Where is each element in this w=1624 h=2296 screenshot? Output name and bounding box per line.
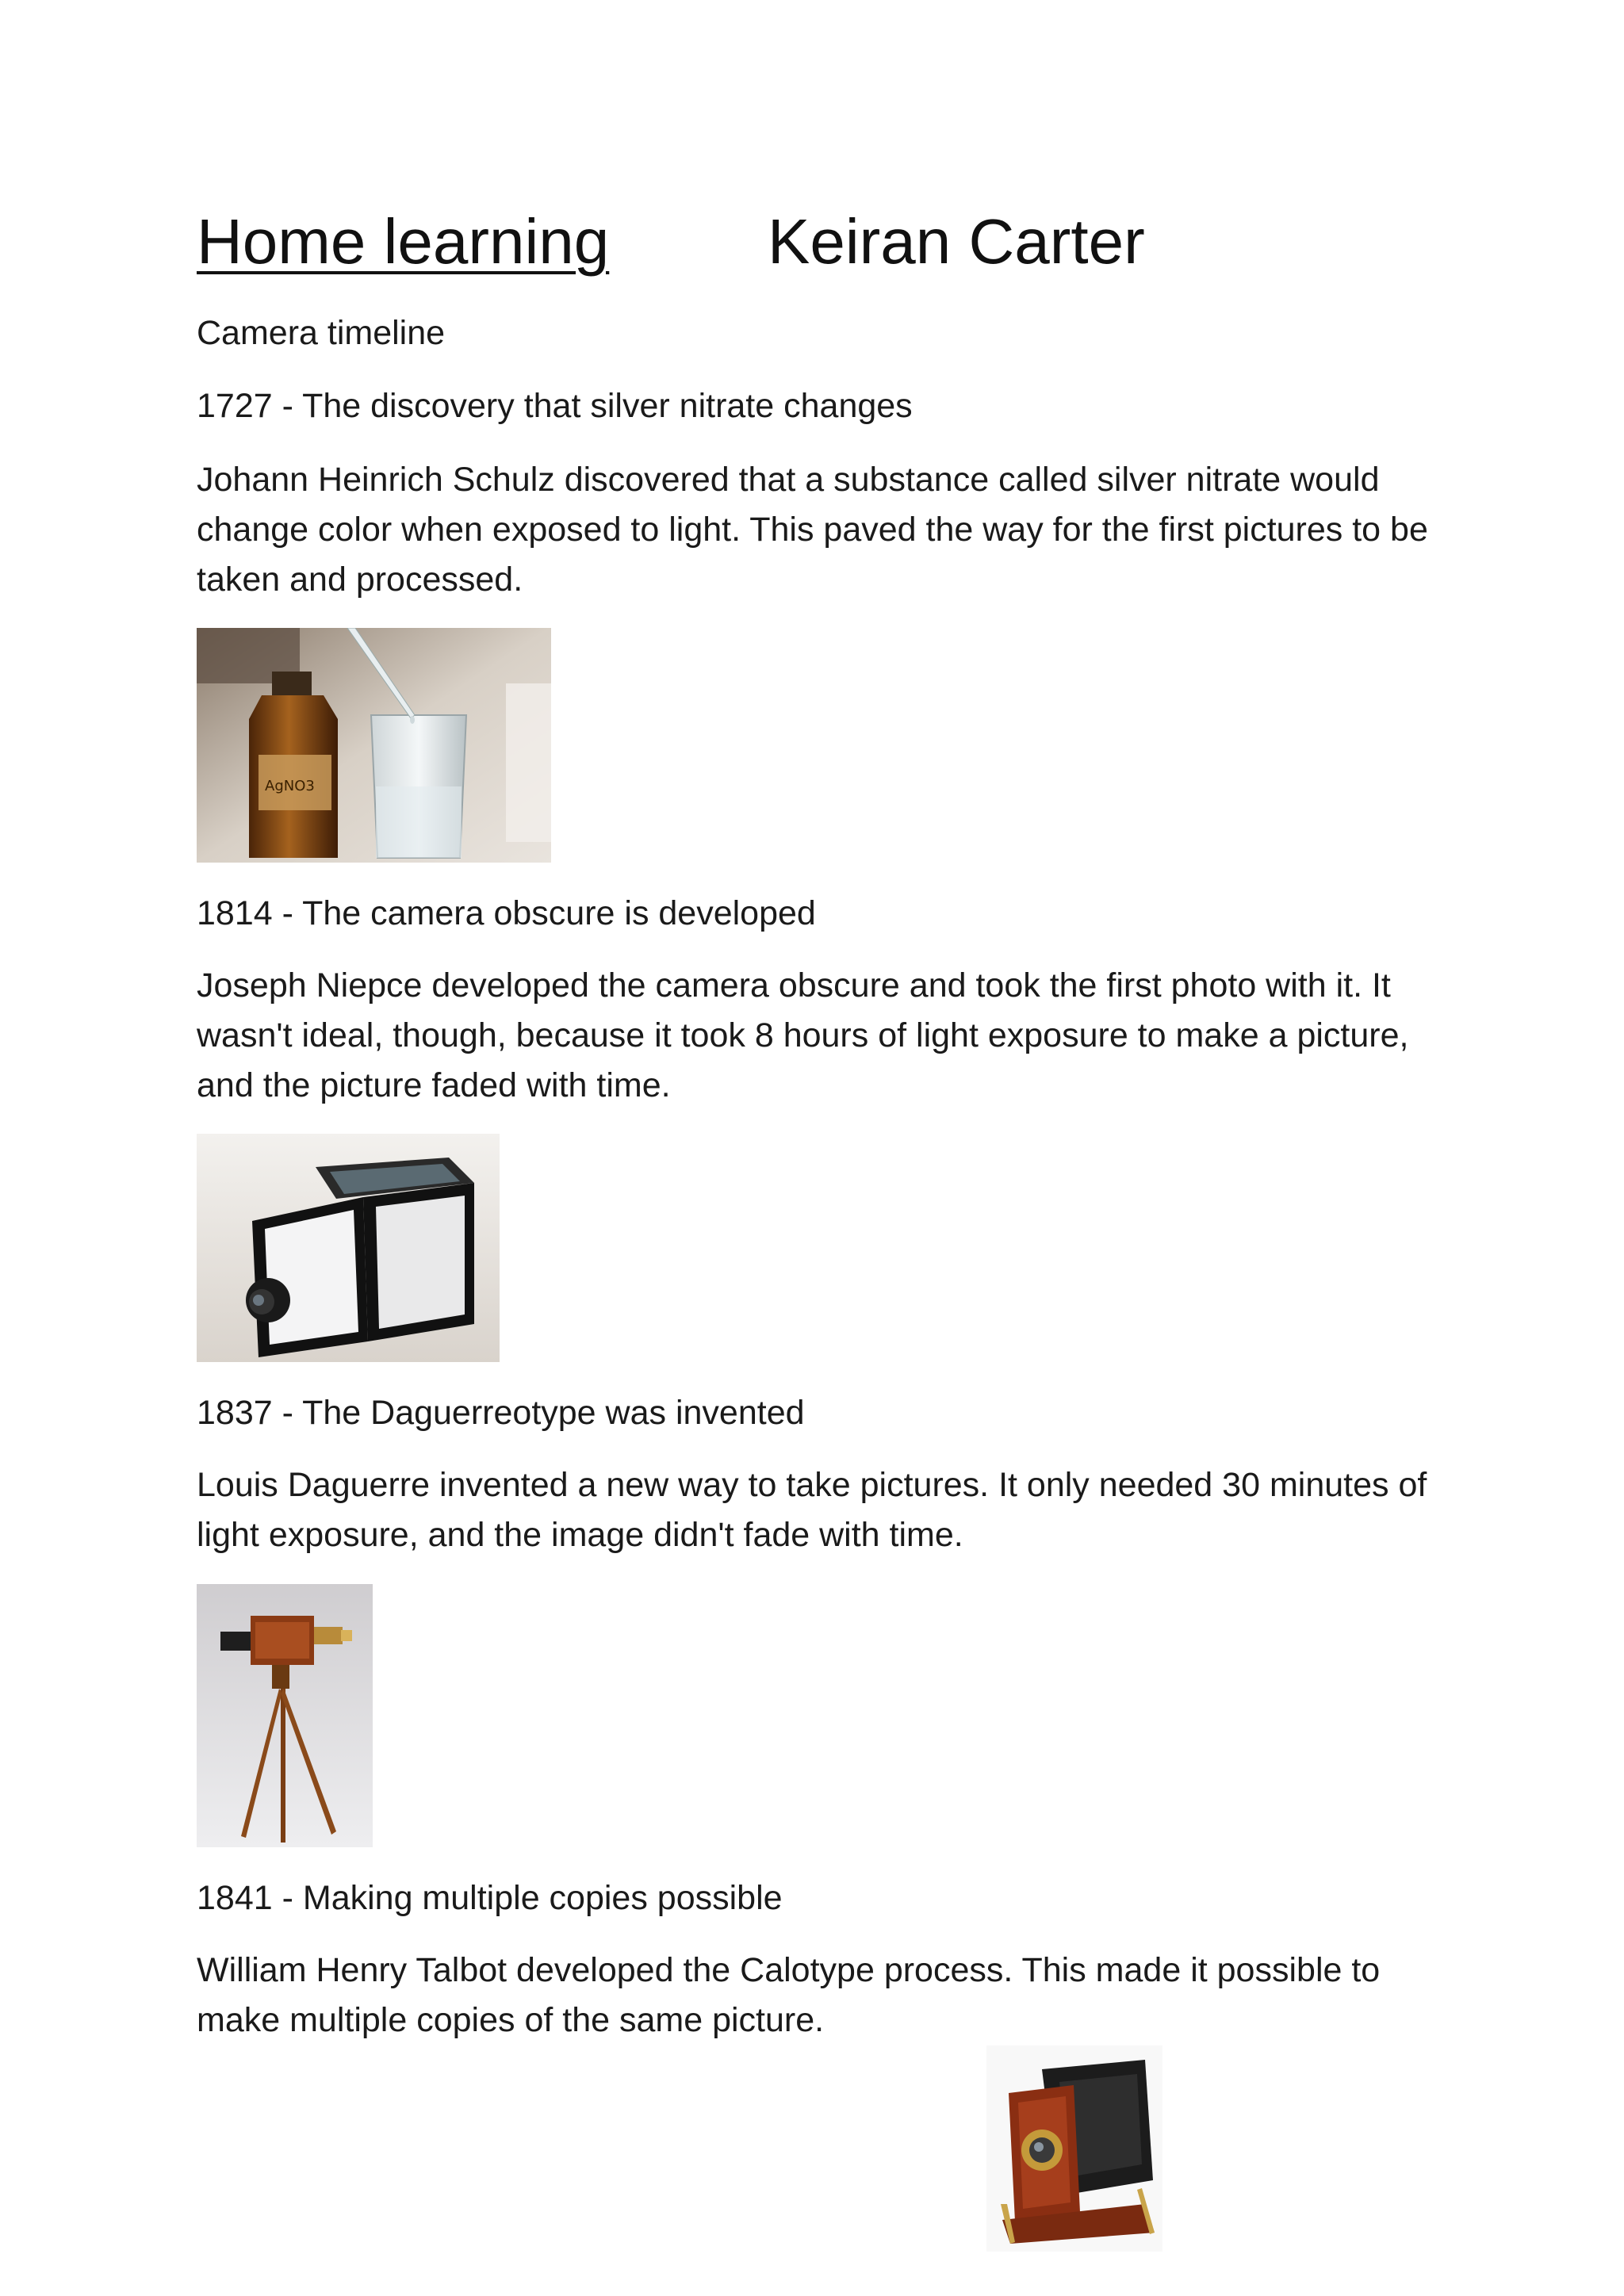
entry-body-1841: William Henry Talbot developed the Calotype process. This made it possible to make multiple copies of the same picture.: [197, 1951, 1381, 2039]
entry-heading-1814: 1814 - The camera obscure is developed: [197, 894, 816, 932]
document-author: Keiran Carter: [768, 206, 1145, 277]
entry-body-1727: Johann Heinrich Schulz discovered that a substance called silver nitrate would change color when exposed to light. This paved the way for the first pictures to be taken and processed.: [197, 461, 1428, 599]
silver-nitrate-photo: [197, 628, 551, 863]
bottle-label: AgNO3: [265, 778, 315, 794]
camera-obscura-photo: [197, 1134, 500, 1362]
entry-heading-1727: 1727 - The discovery that silver nitrate changes: [197, 387, 913, 425]
entry-heading-1837: 1837 - The Daguerreotype was invented: [197, 1394, 805, 1432]
document-title: Home learning: [197, 206, 610, 277]
calotype-camera-photo: [986, 2045, 1162, 2252]
entry-body-1837: Louis Daguerre invented a new way to take pictures. It only needed 30 minutes of light exposure, and the image didn't fade with time.: [197, 1466, 1427, 1554]
entry-body-1814: Joseph Niepce developed the camera obscure and took the first photo with it. It wasn't ideal, though, because it took 8 hours of light exposure to make a picture, and the picture faded with time.: [197, 966, 1409, 1104]
document-subtitle: Camera timeline: [197, 314, 446, 352]
daguerreotype-camera-photo: [197, 1584, 373, 1847]
entry-heading-1841: 1841 - Making multiple copies possible: [197, 1879, 783, 1917]
